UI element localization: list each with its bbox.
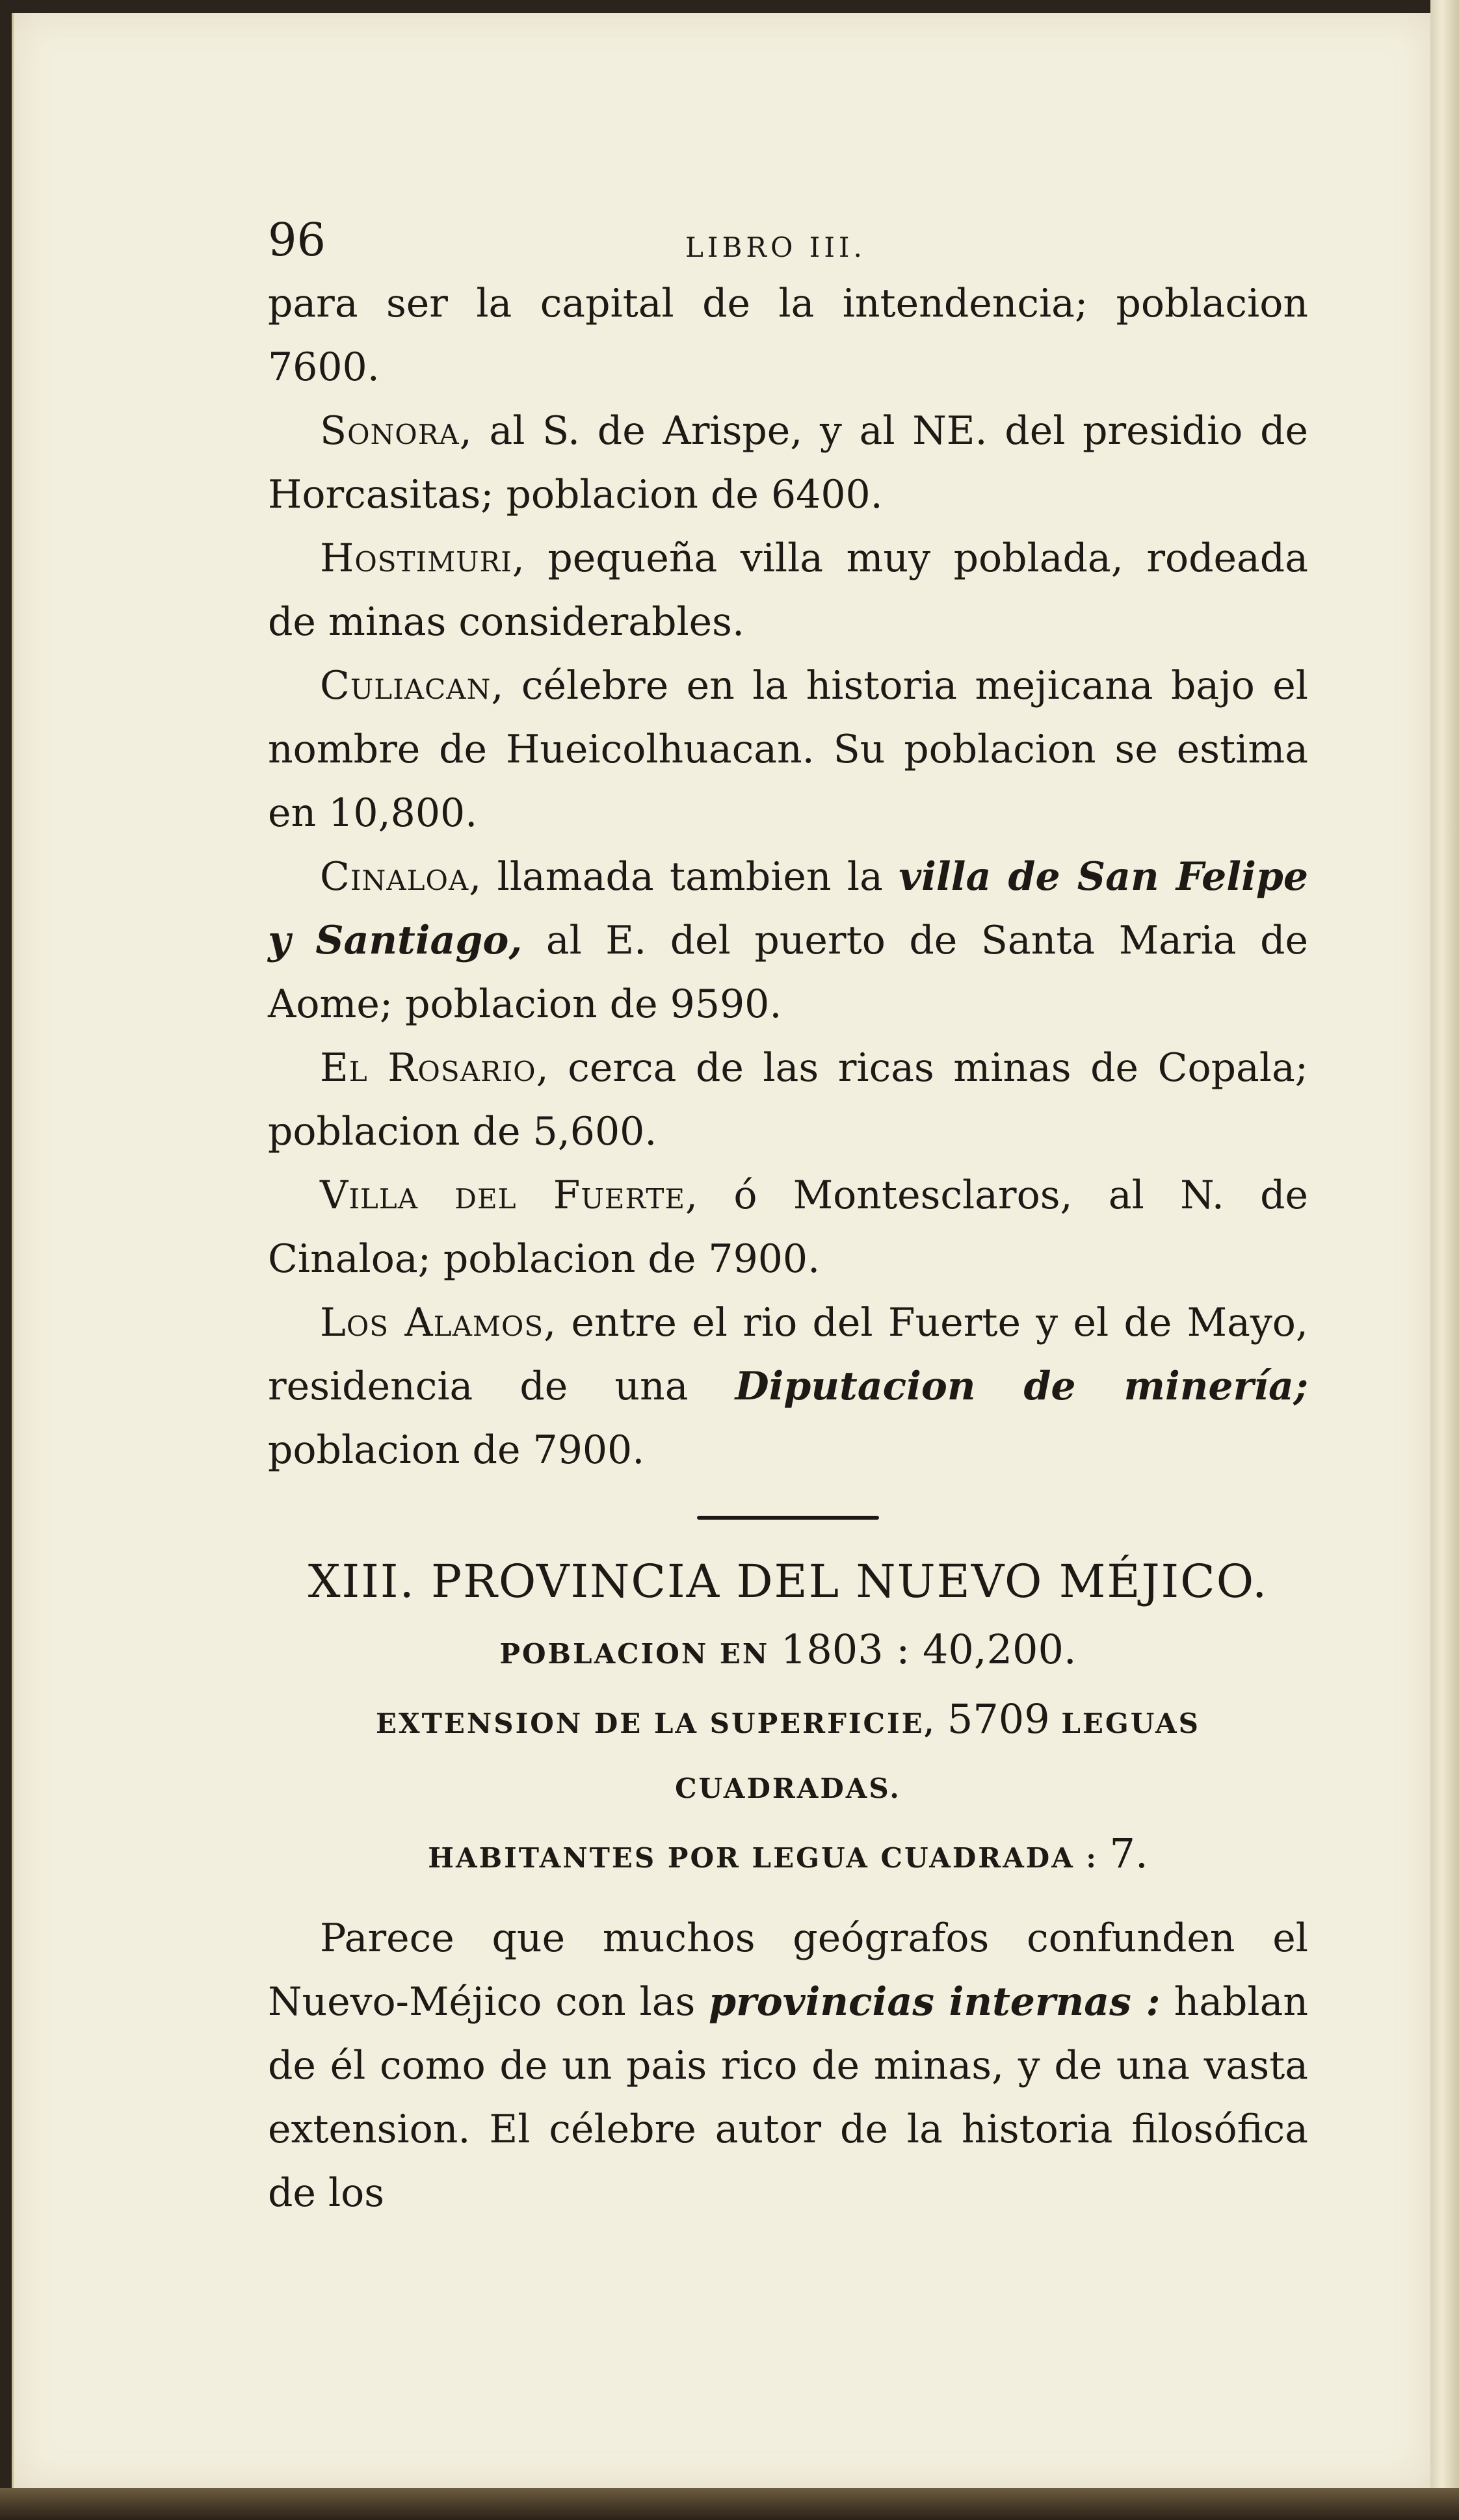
paragraph-continuation: para ser la capital de la intendencia; poblacion 7600. <box>268 281 1308 390</box>
stat-label: POBLACION EN <box>499 1638 770 1670</box>
page-edge-right <box>1430 0 1459 2520</box>
stat-value: 7. <box>1109 1830 1148 1877</box>
paragraph-los-alamos <box>268 1291 1308 1482</box>
paragraph-text: al E. del puerto de Santa Maria de Aome; poblacion de 9590. <box>268 918 1309 1027</box>
page-header <box>268 208 1308 272</box>
paragraph-cinaloa <box>268 845 1308 1036</box>
italic-text: provincias internas : <box>709 1979 1161 2025</box>
paragraph-text: Parece que muchos geógrafos confunden el Nuevo-Méjico con las <box>268 1916 1308 2025</box>
paragraph-rosario <box>268 1036 1308 1163</box>
paragraph-text: , célebre en la historia mejicana bajo el nombre de Hueicolhuacan. Su poblacion se estima en 10,800. <box>268 663 1308 836</box>
spacer <box>268 1891 1308 1906</box>
page-edge-bottom <box>0 2488 1459 2520</box>
stat-population <box>268 1617 1308 1687</box>
paragraph-text: hablan de él como de un pais rico de minas, y de una vasta extension. El célebre autor de la historia filosófica de los <box>268 1979 1308 2216</box>
section-divider <box>697 1516 879 1520</box>
paragraph-villa-del-fuerte <box>268 1163 1308 1291</box>
place-name: El Rosario <box>320 1045 536 1091</box>
place-name: Hostimuri <box>320 536 512 581</box>
place-name: Villa del Fuerte <box>320 1173 686 1218</box>
section-title: XIII. PROVINCIA DEL NUEVO MÉJICO. <box>308 1555 1268 1608</box>
stat-label: EXTENSION DE LA SUPERFICIE, <box>376 1708 936 1739</box>
paragraph-culiacan <box>268 654 1308 845</box>
paragraph-sonora <box>268 399 1308 526</box>
stat-label: LEGUAS CUADRADAS. <box>675 1708 1200 1804</box>
italic-text: villa de San Felipe y Santiago, <box>268 854 1308 963</box>
paragraph-text: , llamada tambien la <box>469 854 899 900</box>
italic-text: Diputacion de minería; <box>735 1364 1309 1409</box>
paragraph-nuevo-mejico <box>268 1906 1308 2225</box>
place-name: Culiacan <box>320 663 492 708</box>
running-head: LIBRO III. <box>685 231 866 263</box>
place-name: Cinaloa <box>320 854 469 900</box>
paragraph-text: , entre el rio del Fuerte y el de Mayo, residencia de una <box>268 1300 1308 1409</box>
text-block <box>268 208 1308 2225</box>
paragraph-text: , pequeña villa muy poblada, rodeada de minas considerables. <box>268 536 1308 645</box>
page-number: 96 <box>268 213 326 266</box>
paragraph-text: , ó Montesclaros, al N. de Cinaloa; poblacion de 7900. <box>268 1173 1308 1282</box>
paragraph-text: poblacion de 7900. <box>268 1427 645 1473</box>
paragraph-text: , cerca de las ricas minas de Copala; poblacion de 5,600. <box>268 1045 1309 1154</box>
stat-value: 1803 : 40,200. <box>780 1626 1077 1673</box>
place-name: Sonora <box>320 408 460 454</box>
paragraph-text: , al S. de Arispe, y al NE. del presidio de Horcasitas; poblacion de 6400. <box>268 408 1308 517</box>
stat-label: HABITANTES POR LEGUA CUADRADA : <box>428 1842 1098 1874</box>
place-name: Los Alamos <box>320 1300 544 1345</box>
paragraph-hostimuri <box>268 526 1308 654</box>
stat-extension <box>268 1687 1308 1821</box>
stat-density <box>268 1821 1308 1891</box>
stat-value: 5709 <box>947 1695 1050 1743</box>
